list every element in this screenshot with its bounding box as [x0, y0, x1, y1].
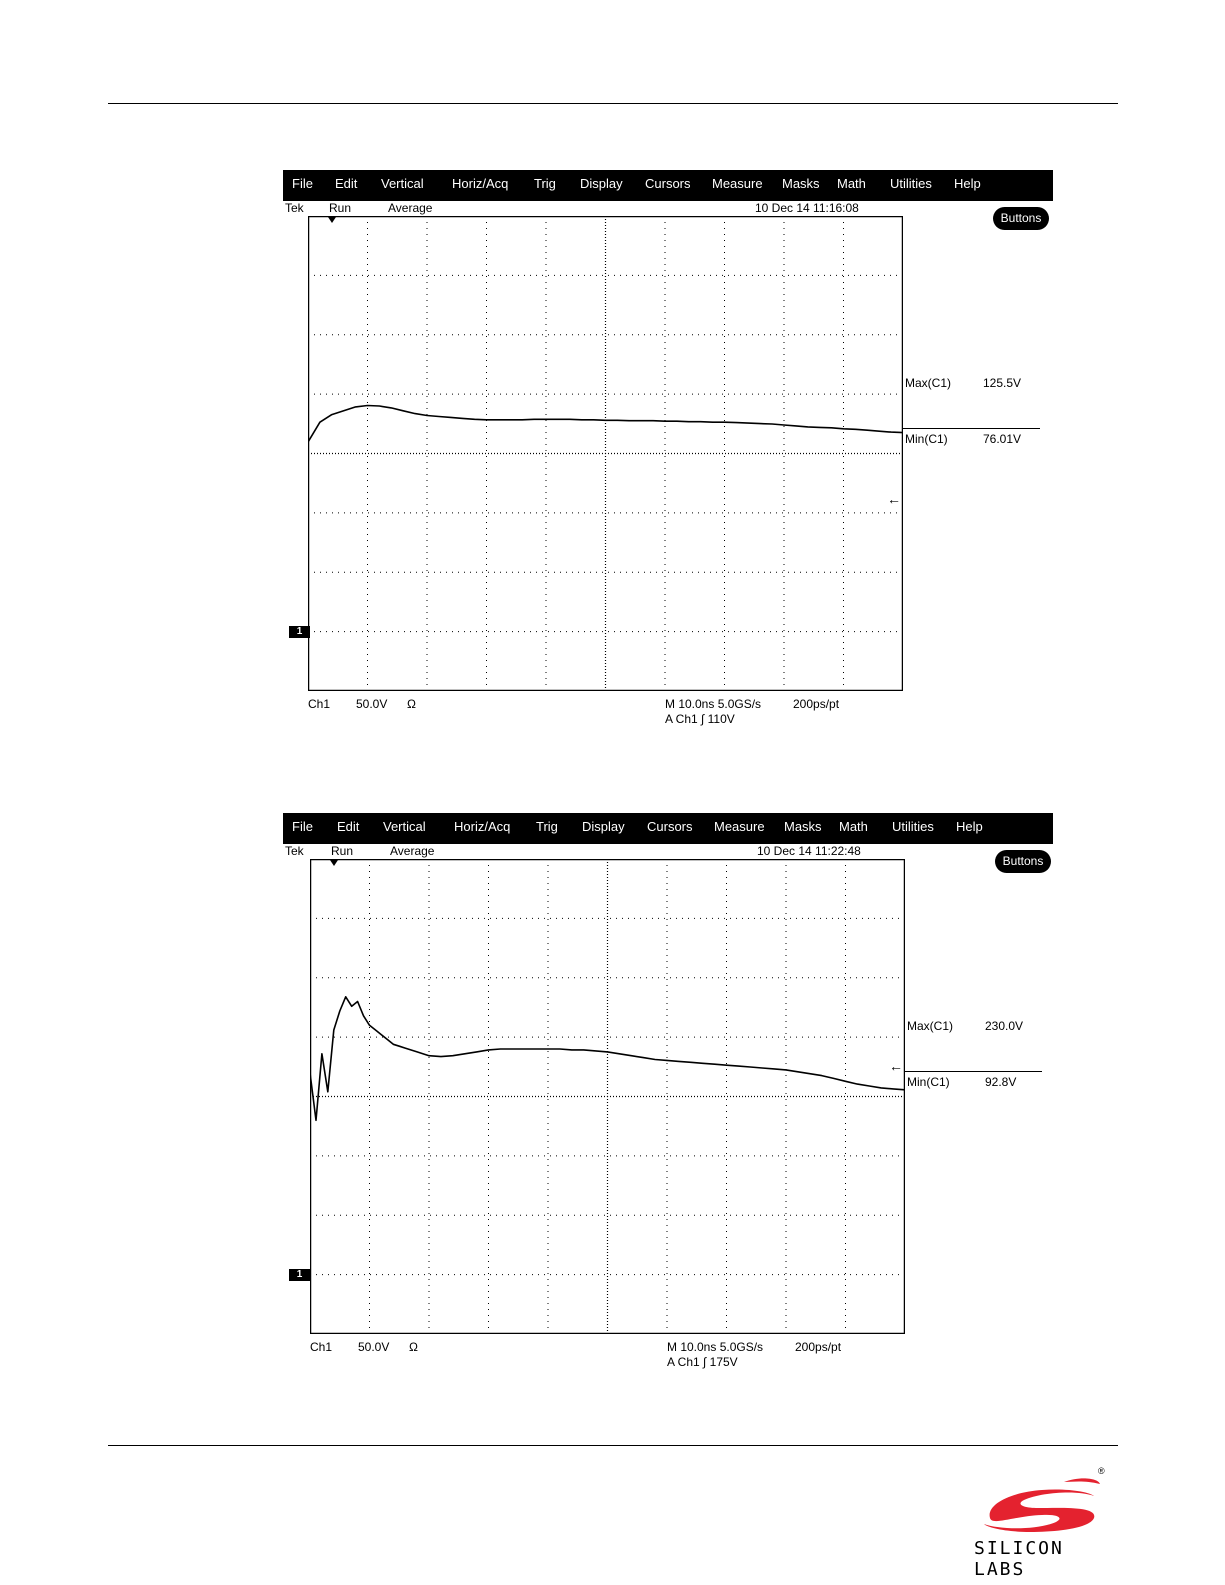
- footer-resolution: 200ps/pt: [795, 1340, 842, 1354]
- waveform-plot: [308, 216, 903, 691]
- channel-ground-marker: 1: [289, 1269, 310, 1281]
- waveform-plot: [310, 859, 905, 1334]
- menu-trig[interactable]: Trig: [534, 176, 556, 191]
- menu-trig[interactable]: Trig: [536, 819, 558, 834]
- menu-horiz-acq[interactable]: Horiz/Acq: [452, 176, 509, 191]
- timestamp: 10 Dec 14 11:16:08: [755, 201, 859, 215]
- logo-wordmark: SILICON LABS: [974, 1538, 1064, 1580]
- meas-max-value: 125.5V: [983, 376, 1022, 390]
- meas-max-label: Max(C1): [905, 376, 952, 390]
- footer-rule: [108, 1445, 1118, 1446]
- menu-edit[interactable]: Edit: [335, 176, 358, 191]
- meas-min-value: 92.8V: [985, 1075, 1017, 1089]
- menu-cursors[interactable]: Cursors: [647, 819, 693, 834]
- menu-display[interactable]: Display: [582, 819, 625, 834]
- run-status: Run: [329, 201, 352, 215]
- footer-trigger: A Ch1 ∫ 175V: [667, 1355, 738, 1369]
- menu-measure[interactable]: Measure: [714, 819, 765, 834]
- menu-math[interactable]: Math: [839, 819, 868, 834]
- buttons-button[interactable]: Buttons: [995, 850, 1051, 873]
- meas-max-value: 230.0V: [985, 1019, 1024, 1033]
- menu-vertical[interactable]: Vertical: [383, 819, 426, 834]
- scope-screenshot-2: [283, 813, 1053, 1403]
- menu-display[interactable]: Display: [580, 176, 623, 191]
- footer-timebase: M 10.0ns 5.0GS/s: [667, 1340, 764, 1354]
- brand-label: Tek: [285, 201, 304, 215]
- footer-scale: 50.0V: [358, 1340, 390, 1354]
- footer-timebase: M 10.0ns 5.0GS/s: [665, 697, 762, 711]
- channel-ground-marker: 1: [289, 626, 310, 638]
- meas-divider: [903, 428, 1040, 429]
- acq-mode: Average: [390, 844, 435, 858]
- registered-mark: ®: [1098, 1466, 1105, 1476]
- menu-bar: [283, 170, 1053, 201]
- meas-min-label: Min(C1): [905, 432, 948, 446]
- menu-masks[interactable]: Masks: [782, 176, 820, 191]
- menu-help[interactable]: Help: [956, 819, 983, 834]
- footer-coupling: Ω: [409, 1340, 418, 1354]
- brand-label: Tek: [285, 844, 304, 858]
- menu-utilities[interactable]: Utilities: [890, 176, 932, 191]
- footer-channel: Ch1: [308, 697, 331, 711]
- trigger-level-arrow-icon: ←: [887, 491, 901, 507]
- silicon-labs-logo: [972, 1466, 1112, 1580]
- meas-divider: [905, 1071, 1042, 1072]
- run-status: Run: [331, 844, 354, 858]
- footer-resolution: 200ps/pt: [793, 697, 840, 711]
- buttons-button[interactable]: Buttons: [993, 207, 1049, 230]
- scope-screenshot-1: [283, 170, 1053, 760]
- menu-utilities[interactable]: Utilities: [892, 819, 934, 834]
- menu-math[interactable]: Math: [837, 176, 866, 191]
- acq-mode: Average: [388, 201, 433, 215]
- menu-measure[interactable]: Measure: [712, 176, 763, 191]
- footer-trigger: A Ch1 ∫ 110V: [665, 712, 735, 726]
- meas-min-value: 76.01V: [983, 432, 1022, 446]
- menu-masks[interactable]: Masks: [784, 819, 822, 834]
- menu-file[interactable]: File: [292, 176, 313, 191]
- menu-bar: [283, 813, 1053, 844]
- menu-edit[interactable]: Edit: [337, 819, 360, 834]
- menu-file[interactable]: File: [292, 819, 313, 834]
- menu-horiz-acq[interactable]: Horiz/Acq: [454, 819, 511, 834]
- menu-vertical[interactable]: Vertical: [381, 176, 424, 191]
- footer-coupling: Ω: [407, 697, 416, 711]
- trigger-level-arrow-icon: ←: [889, 1058, 903, 1074]
- meas-min-label: Min(C1): [907, 1075, 950, 1089]
- menu-cursors[interactable]: Cursors: [645, 176, 691, 191]
- meas-max-label: Max(C1): [907, 1019, 954, 1033]
- header-rule: [108, 103, 1118, 104]
- footer-channel: Ch1: [310, 1340, 333, 1354]
- menu-help[interactable]: Help: [954, 176, 981, 191]
- footer-scale: 50.0V: [356, 697, 388, 711]
- timestamp: 10 Dec 14 11:22:48: [757, 844, 861, 858]
